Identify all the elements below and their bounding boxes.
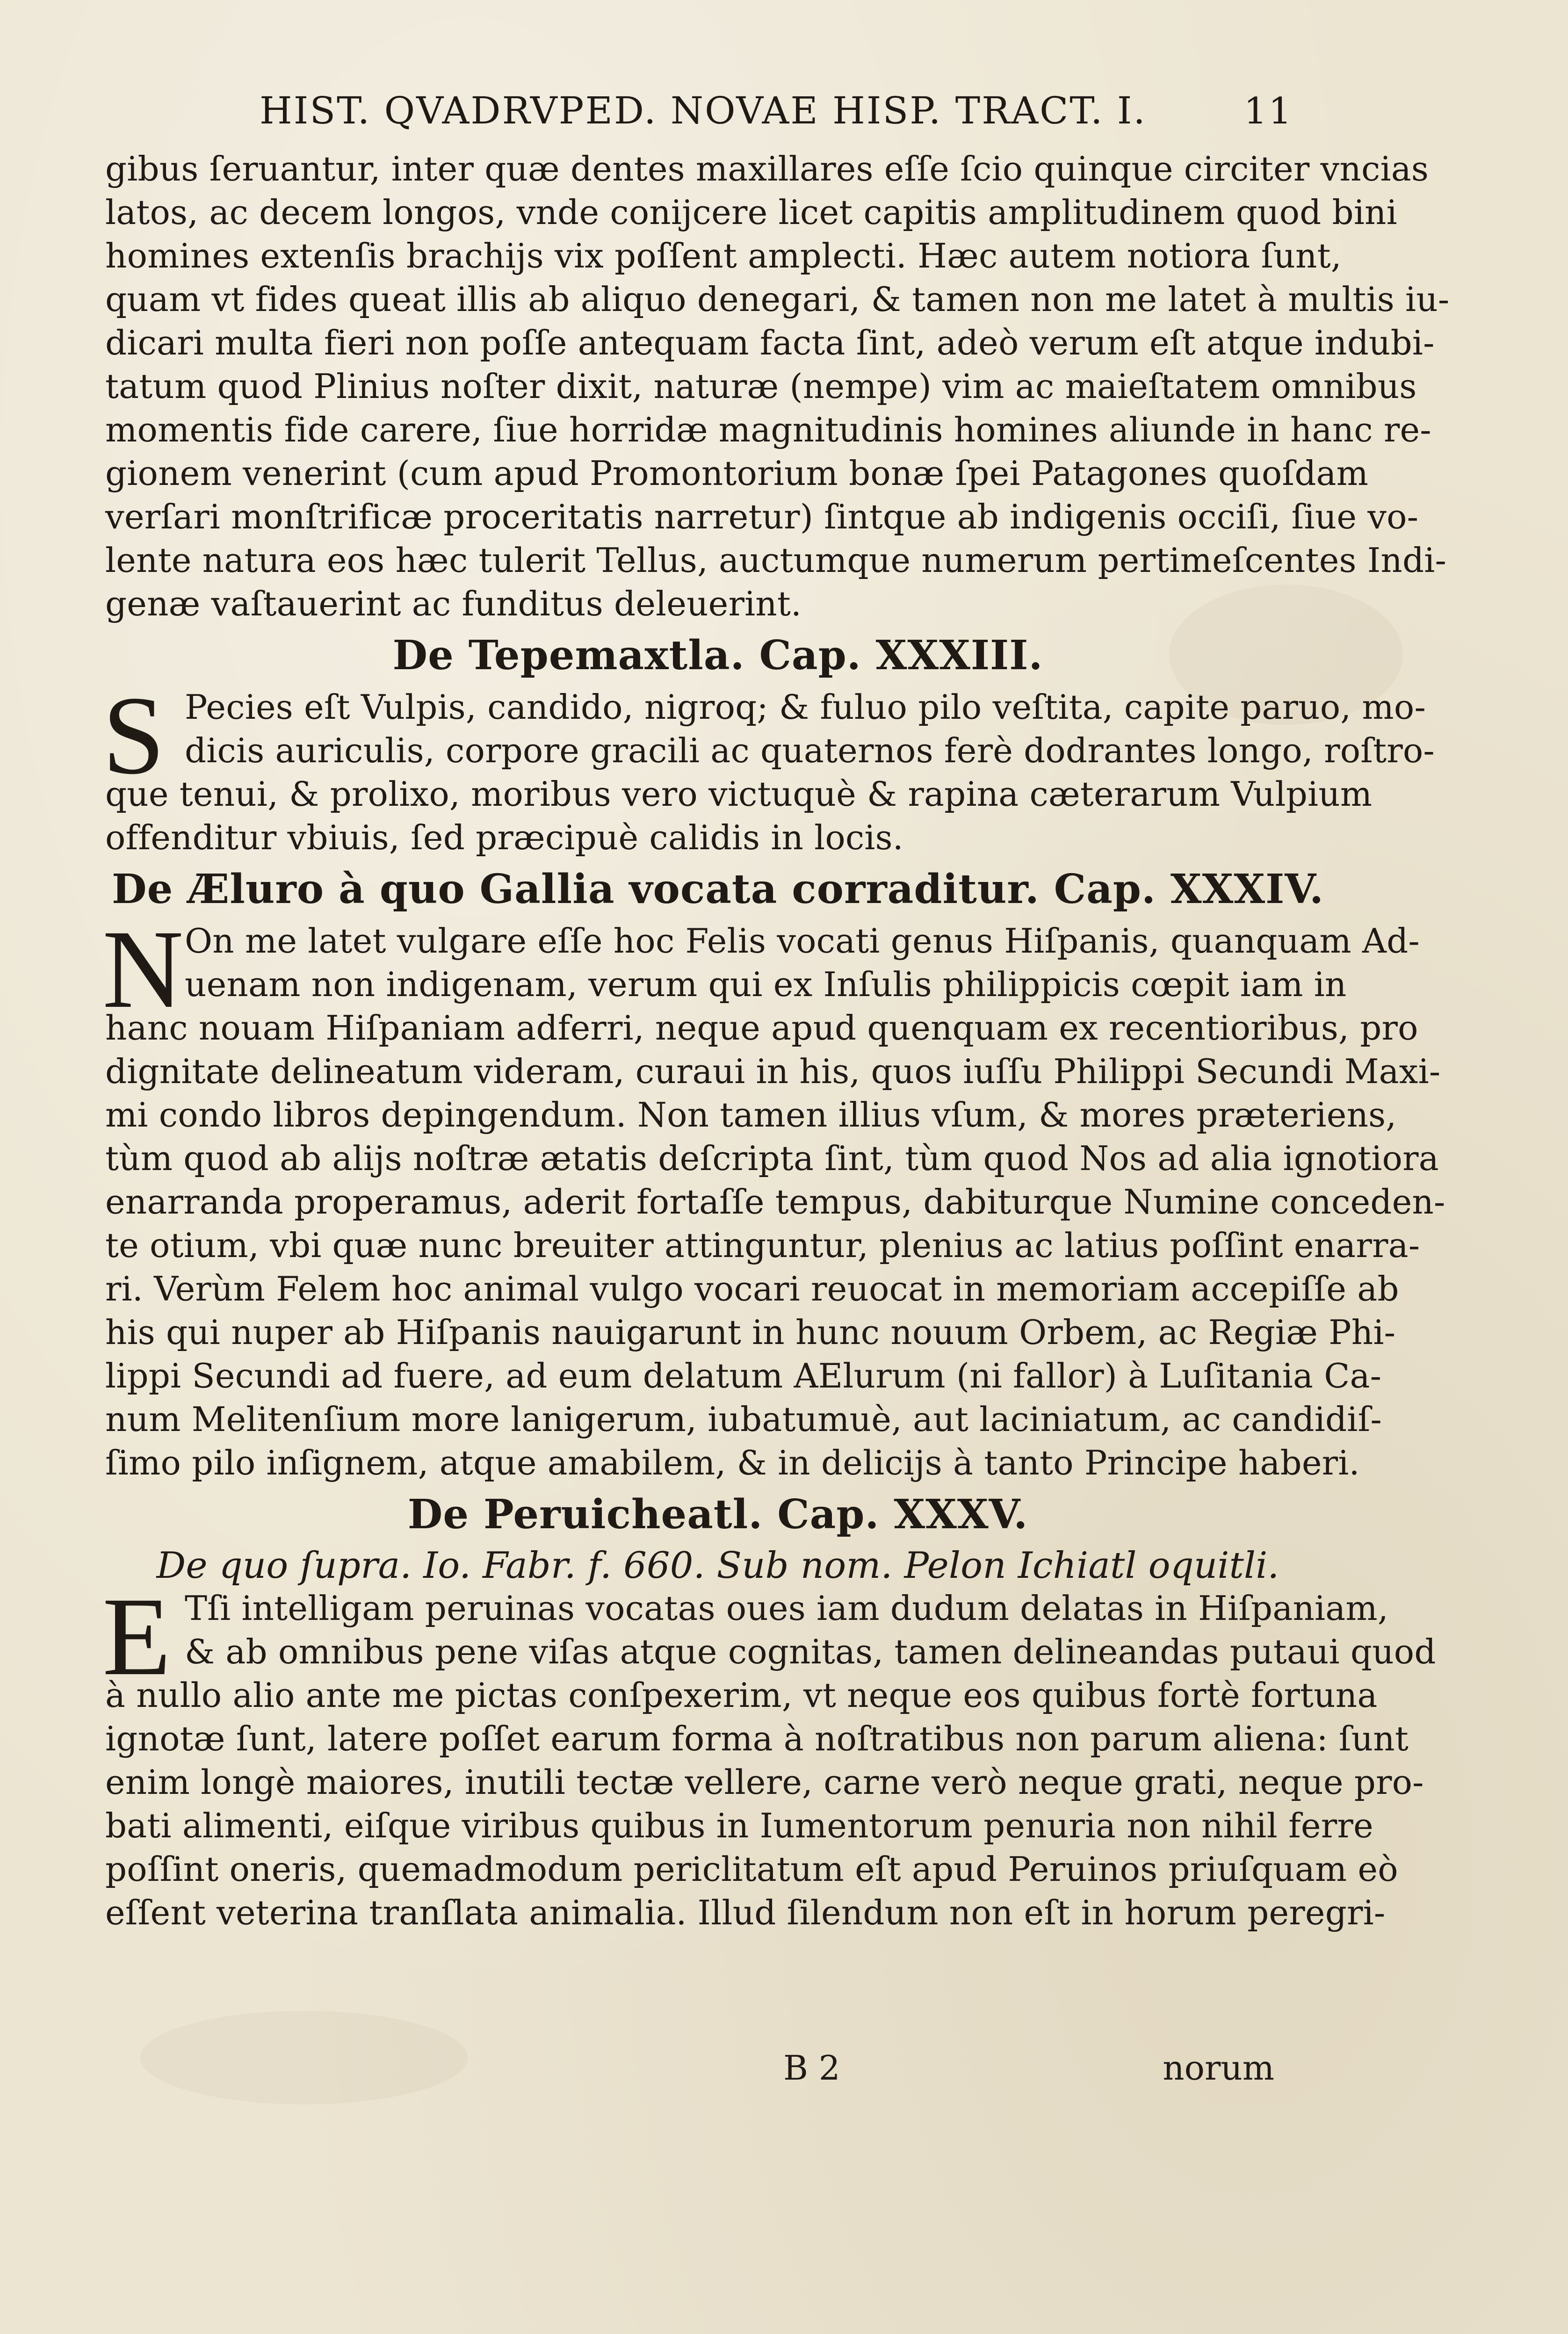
chapter-heading-33: De Tepemaxtla. Cap. XXXIII. [392, 632, 1043, 679]
text-line: verſari monſtrificæ proceritatis narretur) ſintque ab indigenis occiſi, ſiue vo- [105, 497, 1419, 536]
chapter-35-subheading [105, 1545, 1330, 1587]
chapter-33-text [102, 673, 1435, 860]
subheading-text: De quo ſupra. Io. Fabr. f. 660. Sub nom. Pelon Ichiatl oquitli. [156, 1545, 1279, 1587]
text-line: Tſi intelligam peruinas vocatas oues iam dudum delatas in Hiſpaniam, [185, 1589, 1388, 1628]
chapter-heading-35: De Peruicheatl. Cap. XXXV. [407, 1491, 1028, 1538]
catchword: norum [1163, 2048, 1274, 2088]
text-line: momentis fide carere, ſiue horridæ magnitudinis homines aliunde in hanc re- [105, 410, 1431, 449]
text-line: dicari multa fieri non poſſe antequam facta ſint, adeò verum eſt atque indubi- [105, 323, 1435, 362]
text-line: enarranda properamus, aderit fortaſſe tempus, dabiturque Numine conceden- [105, 1182, 1445, 1221]
running-head [260, 89, 1330, 147]
text-line: & ab omnibus pene viſas atque cognitas, tamen delineandas putaui quod [185, 1632, 1436, 1671]
paper-stain [140, 2011, 468, 2104]
running-head-title: HIST. QVADRVPED. NOVAE HISP. TRACT. I. [260, 89, 1147, 132]
text-line: his qui nuper ab Hiſpanis nauigarunt in hunc nouum Orbem, ac Regiæ Phi- [105, 1313, 1396, 1352]
paragraph-continued [105, 147, 1450, 626]
text-line: hanc nouam Hiſpaniam adferri, neque apud quenquam ex recentioribus, pro [105, 1008, 1418, 1048]
text-line: num Melitenſium more lanigerum, iubatumuè, aut laciniatum, ac candidiſ- [105, 1400, 1382, 1439]
text-line: mi condo libros depingendum. Non tamen illius vſum, & mores præteriens, [105, 1095, 1397, 1134]
text-line: te otium, vbi quæ nunc breuiter attinguntur, plenius ac latius poſſint enarra- [105, 1226, 1420, 1265]
page-number: 11 [1243, 90, 1293, 132]
text-line: gionem venerint (cum apud Promontorium bonæ ſpei Patagones quoſdam [105, 454, 1369, 493]
text-line: ignotæ ſunt, latere poſſet earum forma à noſtratibus non parum aliena: ſunt [105, 1719, 1409, 1758]
text-line: quam vt fides queat illis ab aliquo denegari, & tamen non me latet à multis iu- [105, 280, 1450, 319]
text-line: Pecies eſt Vulpis, candido, nigroq; & fuluo pilo veſtita, capite paruo, mo- [185, 687, 1426, 727]
chapter-34-text [102, 907, 1445, 1485]
text-line: genæ vaſtauerint ac funditus deleuerint. [105, 584, 802, 623]
text-line: tatum quod Plinius noſter dixit, naturæ (nempe) vim ac maieſtatem omnibus [105, 367, 1417, 406]
text-line: lippi Secundi ad fuere, ad eum delatum AElurum (ni fallor) à Luſitania Ca- [105, 1356, 1382, 1395]
text-block [102, 89, 1450, 1935]
text-line: bati alimenti, eiſque viribus quibus in Iumentorum penuria non nihil ferre [105, 1806, 1373, 1845]
text-line: poſſint oneris, quemadmodum periclitatum eſt apud Peruinos priuſquam eò [105, 1850, 1398, 1889]
text-line: à nullo alio ante me pictas conſpexerim, vt neque eos quibus fortè fortuna [105, 1676, 1378, 1715]
chapter-heading-34: De Æluro à quo Gallia vocata corraditur. Cap. XXXIV. [112, 866, 1324, 913]
text-line: uenam non indigenam, verum qui ex Inſulis philippicis cœpit iam in [185, 965, 1347, 1004]
drop-cap: E [102, 1574, 171, 1698]
drop-cap: N [102, 907, 184, 1031]
text-line: ſimo pilo inſignem, atque amabilem, & in delicijs à tanto Principe haberi. [105, 1443, 1360, 1482]
text-line: homines extenſis brachijs vix poſſent amplecti. Hæc autem notiora ſunt, [105, 236, 1342, 275]
page-footer [783, 2048, 1274, 2088]
text-line: enim longè maiores, inutili tectæ vellere, carne verò neque grati, neque pro- [105, 1763, 1424, 1802]
text-line: ri. Verùm Felem hoc animal vulgo vocari reuocat in memoriam accepiſſe ab [105, 1269, 1399, 1308]
text-line: gibus ſeruantur, inter quæ dentes maxillares eſſe ſcio quinque circiter vncias [105, 149, 1429, 188]
text-line: dignitate delineatum videram, curaui in his, quos iuſſu Philippi Secundi Maxi- [105, 1052, 1441, 1091]
drop-cap: S [102, 673, 165, 797]
chapter-35-text [102, 1574, 1436, 1935]
signature-mark: B 2 [783, 2048, 840, 2088]
text-line: eſſent veterina tranſlata animalia. Illud ſilendum non eſt in horum peregri- [105, 1893, 1386, 1932]
text-line: tùm quod ab alijs noſtræ ætatis deſcripta ſint, tùm quod Nos ad alia ignotiora [105, 1139, 1439, 1178]
text-line: que tenui, & prolixo, moribus vero victuquè & rapina cæterarum Vulpium [105, 774, 1373, 814]
text-line: offenditur vbiuis, ſed præcipuè calidis in locis. [105, 818, 903, 857]
text-line: On me latet vulgare eſſe hoc Felis vocati genus Hiſpanis, quanquam Ad- [185, 921, 1420, 961]
text-line: lente natura eos hæc tulerit Tellus, auctumque numerum pertimeſcentes Indi- [105, 541, 1446, 580]
text-line: dicis auriculis, corpore gracili ac quaternos ferè dodrantes longo, roſtro- [185, 731, 1435, 770]
text-line: latos, ac decem longos, vnde conijcere licet capitis amplitudinem quod bini [105, 193, 1397, 232]
